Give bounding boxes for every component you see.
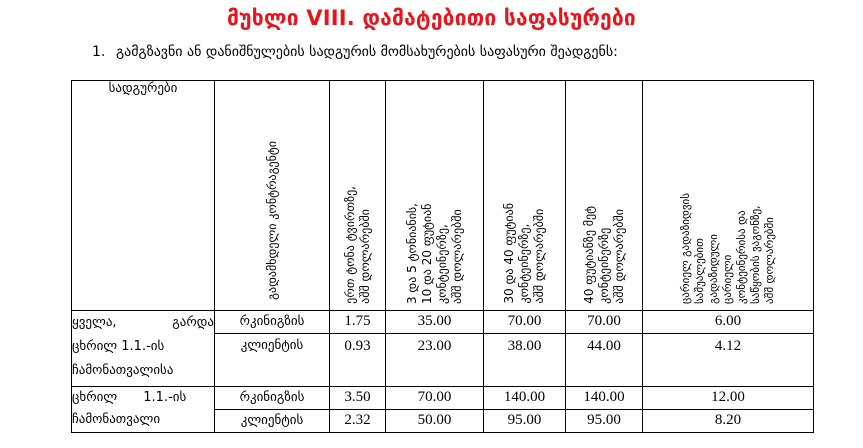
payer-cell: რკინიგზის bbox=[215, 310, 330, 333]
header-per-ton bbox=[330, 81, 386, 311]
header-empty-wagon bbox=[643, 81, 814, 311]
value-cell: 0.93 bbox=[330, 333, 386, 386]
payer-cell: კლიენტის bbox=[215, 333, 330, 386]
fees-table bbox=[71, 80, 814, 433]
header-payer-text: გადამხდელი კონტრაგენტი bbox=[264, 141, 279, 300]
payer-cell: კლიენტის bbox=[215, 409, 330, 432]
value-cell: 6.00 bbox=[643, 310, 814, 333]
value-cell: 95.00 bbox=[484, 409, 566, 432]
header-small-container bbox=[386, 81, 484, 311]
group-label-line: გარდა bbox=[172, 314, 214, 330]
table-row bbox=[72, 310, 814, 333]
value-cell: 23.00 bbox=[386, 333, 484, 386]
group-label-line: ცხრილ 1.1.-ის bbox=[72, 389, 187, 405]
value-cell: 44.00 bbox=[566, 333, 643, 386]
group-label-line: ყველა, bbox=[72, 314, 117, 330]
item-text: გამგზავნი ან დანიშნულების სადგურის მომსახურების საფასური შეადგენს: bbox=[116, 44, 618, 60]
header-medium-container bbox=[484, 81, 566, 311]
header-medium-container-text: 30 და 40 ფუტიან კონტეინერზე, აშშ დოლარებში bbox=[502, 203, 546, 304]
table-row bbox=[72, 386, 814, 409]
value-cell: 140.00 bbox=[566, 386, 643, 409]
header-stations: სადგურები bbox=[72, 81, 215, 311]
value-cell: 95.00 bbox=[566, 409, 643, 432]
header-payer bbox=[215, 81, 330, 311]
item-number: 1. bbox=[92, 44, 106, 60]
header-large-container-text: 40 ფუტიანზე მეტ კონტეინერზე აშშ დოლარებში bbox=[581, 206, 626, 304]
value-cell: 35.00 bbox=[386, 310, 484, 333]
header-empty-wagon-text: ცარიელ გადაზიდვის საშუალებით გადაზიდული ცარიელი კონტეინერისა და საწყობის ვაგონზე, აშშ დოლარებში bbox=[679, 193, 776, 304]
value-cell: 140.00 bbox=[484, 386, 566, 409]
value-cell: 1.75 bbox=[330, 310, 386, 333]
value-cell: 3.50 bbox=[330, 386, 386, 409]
header-per-ton-text: ერთ ტონა ტვირთზე, აშშ დოლარებში bbox=[342, 186, 372, 304]
group-label-line: ჩამონათვალი bbox=[72, 411, 161, 427]
header-small-container-text: 3 და 5 ტონიანის, 10 და 20 ფუტიან კონტეინერზე, აშშ დოლარებში bbox=[404, 202, 464, 304]
group-label-line: ცხრილ 1.1.-ის bbox=[72, 338, 165, 354]
value-cell: 12.00 bbox=[643, 386, 814, 409]
value-cell: 8.20 bbox=[643, 409, 814, 432]
group-label-line: ჩამონათვალისა bbox=[72, 362, 174, 378]
value-cell: 4.12 bbox=[643, 333, 814, 386]
item-paragraph bbox=[92, 44, 618, 60]
value-cell: 70.00 bbox=[484, 310, 566, 333]
header-large-container bbox=[566, 81, 643, 311]
value-cell: 70.00 bbox=[386, 386, 484, 409]
payer-cell: რკინიგზის bbox=[215, 386, 330, 409]
group-label-listed bbox=[72, 386, 215, 432]
group-label-all-except bbox=[72, 310, 215, 386]
page-title: მუხლი VIII. დამატებითი საფასურები bbox=[227, 6, 636, 30]
value-cell: 2.32 bbox=[330, 409, 386, 432]
value-cell: 38.00 bbox=[484, 333, 566, 386]
value-cell: 50.00 bbox=[386, 409, 484, 432]
value-cell: 70.00 bbox=[566, 310, 643, 333]
